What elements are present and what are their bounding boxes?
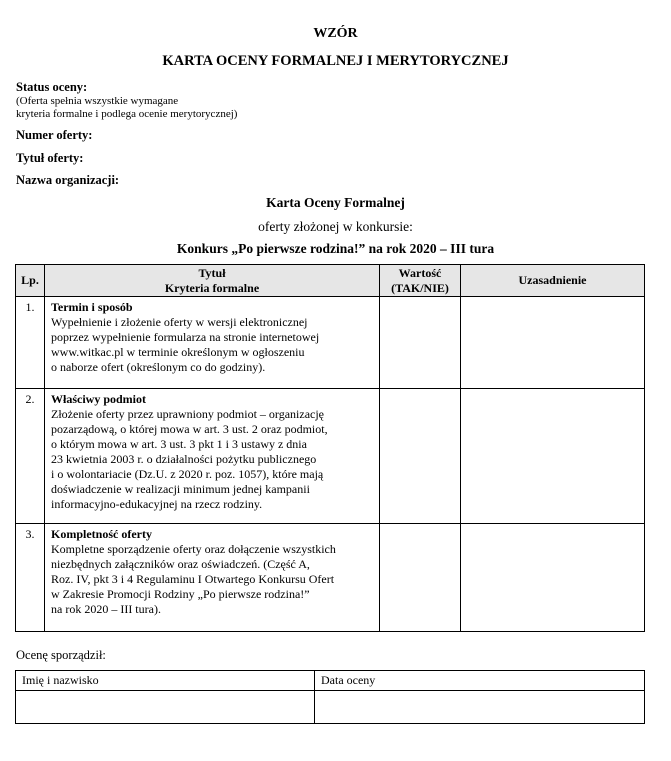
row-number: 2. bbox=[16, 389, 45, 524]
criterion-cell bbox=[45, 389, 380, 524]
header-title-line-1: Tytuł bbox=[198, 265, 226, 280]
row-number: 3. bbox=[16, 524, 45, 632]
offer-number-label: Numer oferty: bbox=[16, 128, 93, 142]
criterion-title: Kompletność oferty bbox=[51, 527, 152, 541]
status-note-line-1: (Oferta spełnia wszystkie wymagane bbox=[16, 95, 179, 107]
criterion-line: informacyjno-edukacyjnej na rzecz rodziny. bbox=[51, 497, 263, 511]
criterion-cell bbox=[45, 297, 380, 389]
header-title bbox=[45, 265, 380, 297]
status-label: Status oceny: bbox=[16, 80, 88, 94]
criterion-line: pozarządową, o której mowa w art. 3 ust. 2 oraz podmiot, bbox=[51, 422, 328, 436]
status-note-line-2: kryteria formalne i podlega ocenie merytorycznej) bbox=[16, 108, 238, 120]
criterion-title: Termin i sposób bbox=[51, 300, 133, 314]
criterion-line: Wypełnienie i złożenie oferty w wersji elektronicznej bbox=[51, 315, 308, 329]
table-row bbox=[16, 297, 645, 389]
criterion-line: i o wolontariacie (Dz.U. z 2020 r. poz. 1057), które mają bbox=[51, 467, 324, 481]
criterion-cell bbox=[45, 524, 380, 632]
value-cell[interactable] bbox=[380, 389, 461, 524]
criterion-line: www.witkac.pl w terminie określonym w ogłoszeniu bbox=[51, 345, 305, 359]
criterion-title: Właściwy podmiot bbox=[51, 392, 147, 406]
signature-header-row bbox=[16, 671, 645, 691]
header-title-line-2: Kryteria formalne bbox=[164, 280, 260, 295]
criterion-line: Złożenie oferty przez uprawniony podmiot – organizację bbox=[51, 407, 325, 421]
criterion-line: na rok 2020 – III tura). bbox=[51, 602, 161, 616]
formal-criteria-table bbox=[15, 264, 645, 632]
form-title: KARTA OCENY FORMALNEJ I MERYTORYCZNEJ bbox=[162, 53, 509, 69]
signature-table bbox=[15, 670, 645, 724]
justification-cell[interactable] bbox=[461, 297, 645, 389]
criterion-line: Kompletne sporządzenie oferty oraz dołączenie wszystkich bbox=[51, 542, 336, 556]
criterion-line: o którym mowa w art. 3 ust. 3 pkt 1 i 3 ustawy z dnia bbox=[51, 437, 307, 451]
offer-title-label: Tytuł oferty: bbox=[16, 151, 84, 165]
signature-value-row bbox=[16, 691, 645, 724]
table-row bbox=[16, 389, 645, 524]
value-cell[interactable] bbox=[380, 297, 461, 389]
criterion-line: w Zakresie Promocji Rodziny „Po pierwsze rodzina!” bbox=[51, 587, 310, 601]
signature-label: Ocenę sporządził: bbox=[16, 648, 106, 662]
header-value-line-2: (TAK/NIE) bbox=[391, 280, 449, 295]
justification-cell[interactable] bbox=[461, 389, 645, 524]
name-field[interactable] bbox=[16, 691, 315, 724]
header-value-line-1: Wartość bbox=[398, 265, 442, 280]
header-justification: Uzasadnienie bbox=[461, 265, 645, 297]
section-heading: Karta Oceny Formalnej bbox=[266, 195, 405, 210]
table-row bbox=[16, 524, 645, 632]
date-header: Data oceny bbox=[315, 671, 645, 691]
row-number: 1. bbox=[16, 297, 45, 389]
contest-name: Konkurs „Po pierwsze rodzina!” na rok 2020 – III tura bbox=[176, 241, 495, 256]
criterion-line: o naborze ofert (określonym co do godziny). bbox=[51, 360, 266, 374]
organization-name-label: Nazwa organizacji: bbox=[16, 173, 120, 187]
name-header: Imię i nazwisko bbox=[16, 671, 315, 691]
header-lp: Lp. bbox=[16, 265, 45, 297]
header-value bbox=[380, 265, 461, 297]
criterion-line: niezbędnych załączników oraz oświadczeń. (Część A, bbox=[51, 557, 310, 571]
form-header-wzor: WZÓR bbox=[313, 26, 358, 41]
table-header-row bbox=[16, 265, 645, 297]
criterion-line: poprzez wypełnienie formularza na stronie internetowej bbox=[51, 330, 320, 344]
date-field[interactable] bbox=[315, 691, 645, 724]
section-subheading: oferty złożonej w konkursie: bbox=[258, 219, 413, 234]
criterion-line: Roz. IV, pkt 3 i 4 Regulaminu I Otwartego Konkursu Ofert bbox=[51, 572, 335, 586]
value-cell[interactable] bbox=[380, 524, 461, 632]
criterion-line: doświadczenie w realizacji minimum jednej kampanii bbox=[51, 482, 310, 496]
criterion-line: 23 kwietnia 2003 r. o działalności pożytku publicznego bbox=[51, 452, 317, 466]
justification-cell[interactable] bbox=[461, 524, 645, 632]
